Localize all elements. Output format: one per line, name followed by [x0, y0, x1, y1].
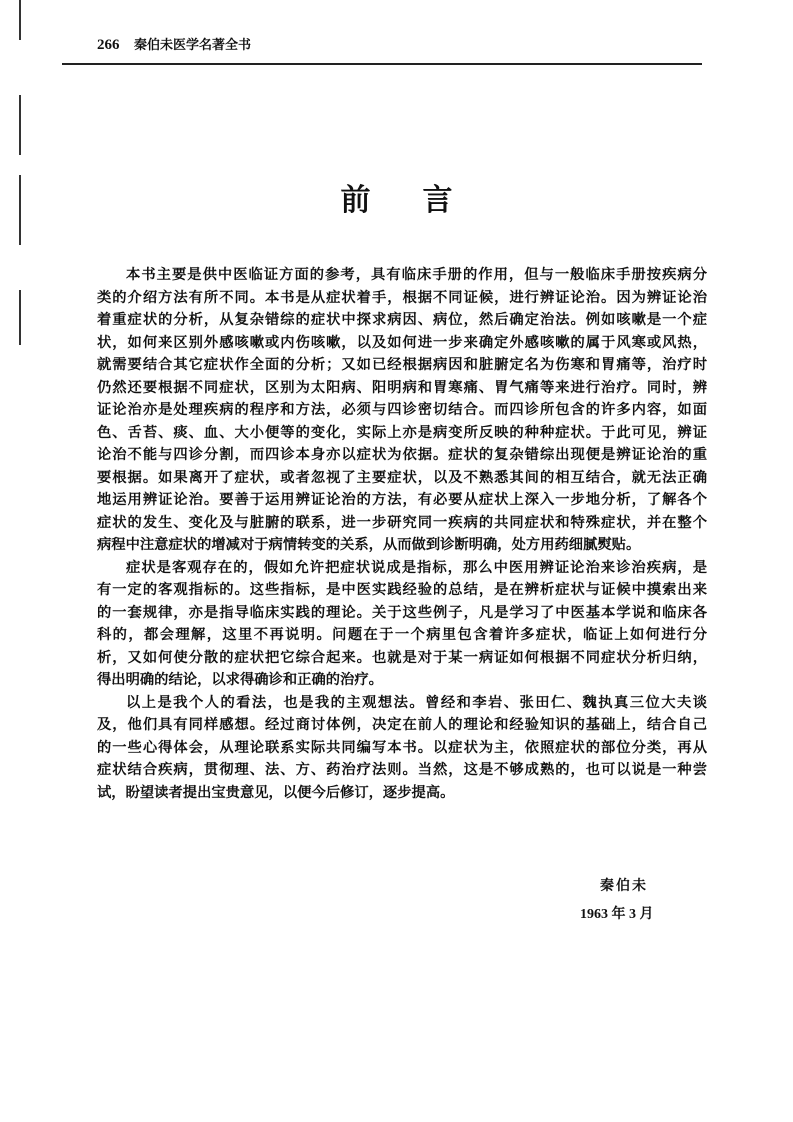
book-title: 秦伯未医学名著全书: [134, 38, 252, 53]
text-line: 得出明确的结论，以求得确诊和正确的治疗。: [97, 672, 383, 688]
text-line: 症状的发生、变化及与脏腑的联系，进一步研究同一疾病的共同症状和特殊症状，并在整个: [97, 514, 707, 531]
header-rule: [62, 63, 702, 65]
scan-edge-line: [19, 290, 21, 345]
text-line: 及，他们具有同样感想。经过商讨体例，决定在前人的理论和经验知识的基础上，结合自己: [97, 717, 707, 733]
running-header: [97, 34, 251, 54]
text-line: 本书主要是供中医临证方面的参考，具有临床手册的作用，但与一般临床手册按疾病分: [126, 267, 707, 283]
text-line: 状，如何来区别外感咳嗽或内伤咳嗽，以及如何进一步来确定外感咳嗽的属于风寒或风热，: [97, 334, 707, 351]
scan-edge-line: [19, 95, 21, 155]
page-number: 266: [97, 37, 120, 53]
text-line: 以上是我个人的看法，也是我的主观想法。曾经和李岩、张田仁、魏执真三位大夫谈: [126, 694, 707, 711]
text-line: 论治不能与四诊分割，而四诊本身亦以症状为依据。症状的复杂错综出现便是辨证论治的重: [97, 447, 707, 463]
text-line: 症状结合疾病，贯彻理、法、方、药治疗法则。当然，这是不够成熟的，也可以说是一种尝: [97, 762, 707, 778]
text-line: 就需要结合其它症状作全面的分析；又如已经根据病因和脏腑定名为伤寒和胃痛等，治疗时: [97, 357, 707, 373]
text-line: 仍然还要根据不同症状，区别为太阳病、阳明病和胃寒痛、胃气痛等来进行治疗。同时，辨: [97, 379, 707, 396]
text-line: 着重症状的分析，从复杂错综的症状中探求病因、病位，然后确定治法。例如咳嗽是一个症: [97, 312, 707, 328]
paragraph: [97, 557, 707, 692]
text-line: 科的，都会理解，这里不再说明。问题在于一个病里包含着许多症状，临证上如何进行分: [97, 627, 707, 643]
text-line: 有一定的客观指标的。这些指标，是中医实践经验的总结，是在辨析症状与证候中摸索出来: [97, 582, 707, 598]
text-line: 要根据。如果离开了症状，或者忽视了主要症状，以及不熟悉其间的相互结合，就无法正确: [97, 469, 707, 486]
text-line: 病程中注意症状的增减对于病情转变的关系，从而做到诊断明确，处方用药细腻熨贴。: [97, 537, 641, 553]
paragraph: [97, 692, 707, 805]
text-line: 证论治亦是处理疾病的程序和方法，必须与四诊密切结合。而四诊所包含的许多内容，如面: [97, 402, 707, 418]
paragraph: [97, 264, 707, 557]
signature-date: 1963 年 3 月: [580, 907, 654, 922]
text-line: 类的介绍方法有所不同。本书是从症状着手，根据不同证候，进行辨证论治。因为辨证论治: [97, 289, 707, 306]
text-line: 色、舌苔、痰、血、大小便等的变化，实际上亦是病变所反映的种种症状。于此可见，辨证: [97, 424, 707, 441]
text-line: 地运用辨证论治。要善于运用辨证论治的方法，有必要从症状上深入一步地分析，了解各个: [97, 492, 707, 508]
text-line: 的一些心得体会，从理论联系实际共同编写本书。以症状为主，依照症状的部位分类，再从: [97, 739, 707, 756]
page-title: 前言: [340, 183, 505, 218]
author-signature: 秦伯未: [600, 878, 648, 894]
preface-body: [97, 264, 707, 804]
text-line: 的一套规律，亦是指导临床实践的理论。关于这些例子，凡是学习了中医基本学说和临床各: [97, 604, 707, 621]
text-line: 析，又如何使分散的症状把它综合起来。也就是对于某一病证如何根据不同症状分析归纳，: [97, 649, 707, 666]
text-line: 试，盼望读者提出宝贵意见，以便今后修订，逐步提高。: [97, 784, 455, 801]
text-line: 症状是客观存在的，假如允许把症状说成是指标，那么中医用辨证论治来诊治疾病，是: [126, 559, 707, 576]
scan-edge-line: [19, 0, 21, 40]
